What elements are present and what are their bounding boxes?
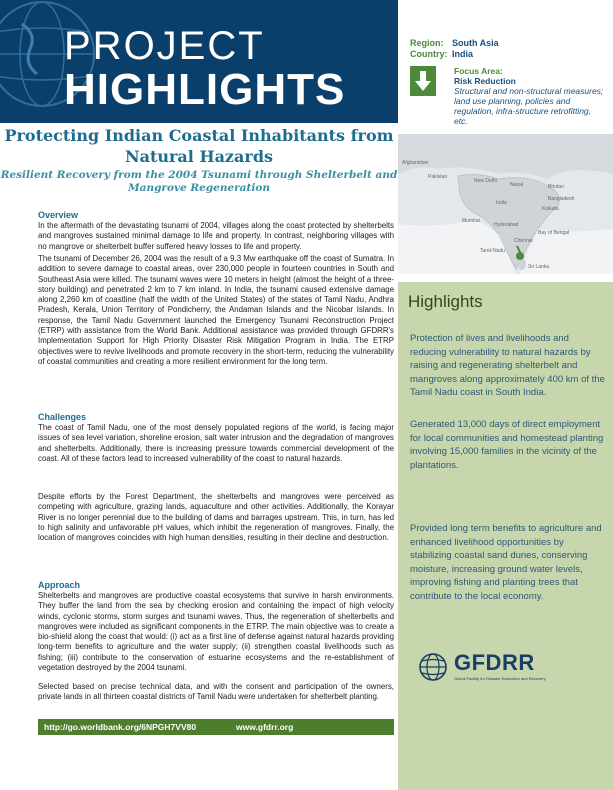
map-label-bay-of-bengal: Bay of Bengal	[538, 230, 570, 236]
highlights-panel	[398, 282, 613, 790]
overview-paragraph-1: In the aftermath of the devastating tsunami of 2004, villages along the coast protected by shelterbelts and mangroves sustained minimal damage to life and property. In contrast, neighboring villages with no mangrove or shelterbelt buffer suffered heavy losses to life and property.	[38, 221, 394, 251]
map-label-pakistan: Pakistan	[428, 174, 448, 180]
document-title: Protecting Indian Coastal Inhabitants from Natural Hazards	[4, 126, 394, 166]
map-label-bangladesh: Bangladesh	[548, 196, 575, 202]
highlight-item-2: Generated 13,000 days of direct employment for local communities and homestead planting involving 15,000 families in the vicinity of the plantations.	[410, 419, 604, 471]
map-label-mumbai: Mumbai	[462, 218, 480, 224]
sidebar	[398, 0, 613, 790]
focus-description: Structural and non-structural measures; land use planning, policies and regulation, infra-structure retrofitting, etc.	[454, 86, 604, 126]
map-label-new-delhi: New Delhi	[474, 178, 497, 184]
map-label-india: India	[496, 200, 507, 206]
project-link[interactable]: http://go.worldbank.org/6NPGH7VV80	[44, 722, 197, 732]
highlights-heading: Highlights	[408, 292, 483, 311]
location-map	[398, 134, 613, 274]
challenges-heading: Challenges	[38, 412, 87, 422]
highlight-item-3: Provided long term benefits to agriculture and enhanced livelihood opportunities by stabilizing coastal sand dunes, conserving moisture, increasing ground water levels, improving fishing and planting trees that contribute to the local economy.	[410, 523, 602, 602]
website-link[interactable]: www.gfdrr.org	[236, 722, 294, 732]
header-title-highlights: HIGHLIGHTS	[64, 65, 346, 114]
down-arrow-icon	[410, 66, 436, 96]
map-label-chennai: Chennai	[514, 238, 533, 244]
region-label: Region:	[410, 38, 444, 48]
map-label-bhutan: Bhutan	[548, 184, 564, 190]
gfdrr-logo-name: GFDRR	[454, 650, 535, 675]
project-meta	[398, 0, 613, 130]
approach-heading: Approach	[38, 580, 81, 590]
map-label-sri-lanka: Sri Lanka	[528, 264, 550, 270]
footer-bar	[38, 719, 394, 735]
gfdrr-globe-icon	[418, 652, 448, 682]
challenges-paragraph-1: The coast of Tamil Nadu, one of the most densely populated regions of the world, is facing major issues of sea level variation, shoreline erosion, salt water intrusion and the degradation of mangroves and shelterbelts. Additionally, there is increasing pressure towards commercial development of the coast. All of these factors lead to increased vulnerability of the coast to natural hazards.	[38, 423, 394, 463]
country-label: Country:	[410, 49, 448, 59]
focus-area-block	[454, 66, 604, 126]
map-label-hyderabad: Hyderabad	[494, 222, 519, 228]
highlight-item-1: Protection of lives and livelihoods and reducing vulnerability to natural hazards by raising and regenerating shelterbelt and mangroves along approximately 400 km of the Tamil Nadu coast in South India.	[410, 333, 605, 398]
challenges-paragraph-2: Despite efforts by the Forest Department, the shelterbelts and mangroves were perceived as competing with agriculture, grazing lands, aquaculture and other activities. Additionally, the Korayar River is no longer perennial due to the building of dams and barrages upstream. This, in turn, has led to high salinity and unfavorable pH values, which inhibit the regeneration of mangroves. Finally, the location of mangroves coincides with high human densities, resulting in their decline and destruction.	[38, 492, 394, 543]
approach-paragraph-2: Selected based on precise technical data, and with the consent and participation of the owners, private lands in all thirteen coastal districts of Tamil Nadu were undertaken for shelterbelt planting.	[38, 682, 394, 702]
map-label-kolkata: Kolkata	[542, 206, 559, 212]
gfdrr-logo-tagline: Global Facility for Disaster Reduction and Recovery	[454, 676, 546, 681]
region-country-block	[410, 38, 499, 60]
focus-value: Risk Reduction	[454, 76, 516, 86]
map-label-tamil-nadu: Tamil Nadu	[480, 248, 506, 254]
map-label-nepal: Nepal	[510, 182, 524, 188]
header-title-project: PROJECT	[64, 24, 265, 68]
country-value: India	[452, 49, 474, 59]
document-subtitle: Resilient Recovery from the 2004 Tsunami through Shelterbelt and Mangrove Regeneration	[0, 169, 398, 194]
overview-heading: Overview	[38, 210, 79, 220]
gfdrr-logo	[418, 648, 608, 694]
approach-paragraph-1: Shelterbelts and mangroves are productive coastal ecosystems that survive in harsh environments. They buffer the land from the sea by checking erosion and containing the impact of high velocity winds, cyclonic storms, storm surges and tsunami waves. Thus, the regeneration of shelterbelts and mangroves were included as significant components in the ETRP. The main objective was to create a bio-shield along the coast that would: (i) act as a first line of defense against natural hazards providing long-term benefits to agriculture and the water supply; (ii) strengthen coastal livelihoods such as fishing; (iii) contribute to the conservation of estuarine ecosystems and the re-establishment of vegetation destroyed by the 2004 tsunami.	[38, 591, 394, 673]
header-banner	[0, 0, 398, 123]
region-value: South Asia	[452, 38, 499, 48]
focus-label: Focus Area:	[454, 66, 503, 76]
overview-paragraph-2: The tsunami of December 26, 2004 was the result of a 9.3 Mw earthquake off the coast of Sumatra. In addition to severe damage to coastal areas, over 230,000 people in fourteen countries in South and Southeast Asia were killed. The tsunami waves were 10 meters in height (almost the height of a three-story building) and penetrated 2 km to 7 km inland. In India, the tsunami caused extensive damage along 2,260 km of coastline (half the width of the United States) of the states of Tamil Nadu, Andhra Pradesh, Kerala, Union Territory of Pondicherry, the Andaman Islands and the Nicobar Islands. In response, the Tamil Nadu Government launched the Emergency Tsunami Reconstruction Project (ETRP) with assistance from the World Bank. Additional assistance was provided through GFDRR's Implementation Support for High Priority Disaster Risk Mitigation Program in India. The ETRP objectives were to revive livelihoods and promote recovery in the short-term, reducing the vulnerability of coastal communities and creating a more resilient environment for the long term.	[38, 254, 395, 366]
map-label-afghanistan: Afghanistan	[402, 160, 429, 166]
